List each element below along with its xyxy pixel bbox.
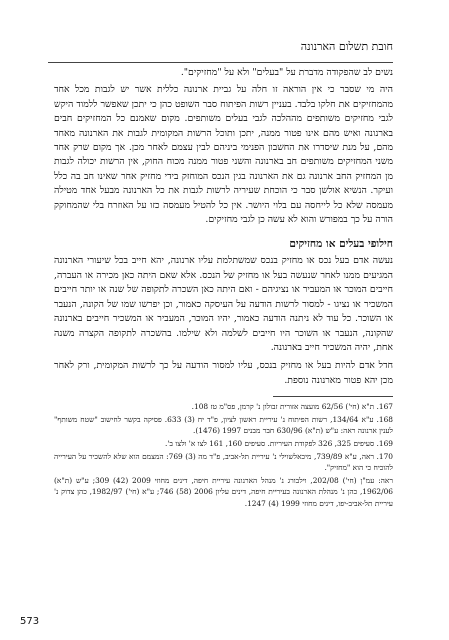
footnote-divider bbox=[273, 396, 393, 397]
footnote-167: 167. ת"א (חי') 62/56 מועצה אזורית זבולון נ' קרמן, פס"מ טז 108. bbox=[191, 402, 393, 412]
footnote-169: 169. סעיפים 325, 326 לפקודת העיריות. סעיפים 160, 161 לצו א' ולצו ב'. bbox=[165, 438, 393, 448]
section-heading: חילופי בעלים או מחזיקים bbox=[289, 238, 393, 251]
footnote-170: 170. ראה, ע"א 739/89, מיכאלשוילי נ' עיריית תל-אביב, פ"ד מה (3) 769: המצמם הוא שלא להשכיר על העירייה להוכיח כי הוא "מחזיק". bbox=[54, 451, 394, 473]
page-number: 573 bbox=[20, 616, 40, 627]
paragraph-1: נשים לב שהפקודה מדברת על "בעלים" ולא על "מחזיקים". bbox=[180, 67, 393, 78]
main-content bbox=[54, 66, 393, 510]
paragraph-2: היה מי שסבר כי אין הוראה זו חלה על גביית ארנונה כללית אשר יש לגבות מכל אחד מהמחזיקים את חלקו בלבד. בעניין רשות הפיתוח סבר השופט כהן כי יתכן שאפשר ללמוד היקש לגבי מחזיקים משותפים מההלכה לגבי בעלים משותפים. מקום שאמנם כל המחזיקים חבים בארנונה ואיש מהם אינו פטור ממנה, יתכן ותוכל הרשות המקומית לגבות את הארנונה מאחד מהם, על מנת שיסדרו את החשבון הפנימי ביניהם לבין עצמם לאחר מכן. אך מקום שרק אחד משני המחזיקים משותפים חב בארנונה והשני פטור ממנה מכוח החוק, אין הרשות יכולה לגבות מן המחזיק החב ארנונה גם את הארנונה בגין הנכס המוחזק בידי מחזיק אחר שאינו חב בה כלל ועיקר. הנשיא אולשן סבר כי הוכחת שעיריה לרשות לגבות את כל הארנונה מבעל אחד מטילה מעמסה שלא כל לייחסה עם בלוי היושר. אין כל להטיל מעמסה כזו על האוזרח בלי שהמחוקק הורה על כך במפורש והוא לא עשה כן לגבי מחזיקים. bbox=[54, 84, 393, 226]
paragraph-4: חדל אדם להיות בעל או מחזיק בנכס, עליו למסור הודעה על כך לרשות המקומית, ורק לאחר מכן יהא פטור מארנונה נוספת. bbox=[54, 360, 393, 386]
running-header-title: חובת תשלום הארנונה bbox=[300, 40, 393, 53]
footnote-171: ראה: עמ"ן (חי') 202/08, וילבורג נ' מנהל הארנונה עיריית חיפה, דינים מחוזי 2009 (42) 309; ע"ש (ת"א) 1962/06, כהן נ' מנהלת הארנונה בעיריית חיפה, דינים עליון 2006 (58) 746; ע"א (חי') 1982/97, כהן צדוק נ' עיריית תל-אביב-יפו, דינים מחוזי 1999 (4) 1247. bbox=[54, 475, 393, 508]
footnote-168: 168. ע"א 134/64, רשות הפיתוח נ' עיריית ראשון לציון, פ"ד יח (3) 633. פסיקה בקשר לחישוב "שטח משותף" לענין ארנונה ראה: ע"ש (ת"א) 630/96 חבר מבנים 1997 (1476). bbox=[54, 414, 393, 436]
paragraph-3: נעשה אדם בעל נכס או מחזיק בנכס שמשתלמת עליו ארנונה, יהא חייב בכל שיעורי הארנונה המגיעים ממנו לאחר שנעשה בעל או מחזיק של הנכס. אלא שאם היתה כאן מכירה או העברה, חייבים המוכר או המעביר או נציגיהם - ואם היתה כאן השכרה לתקופה של שנה או יותר חייבים המשכיר או נציגו - למסור לרשות הודעה על העיסקה כאמור, וכן יפרשו שמו של הקונה, הנעבר או השוכר. כל עוד לא ניתנה הודעה כאמור, יהיו המוכר, המעביר או המשכיר חייבים בארנונה שהקונה, הנעבר או השוכר היו חייבים לשלמה ולא שילמו. בהשכרה לתקופה הקצרה משנה אחת, יהיה המשכיר חייב בארנונה. bbox=[54, 255, 393, 353]
footnotes bbox=[54, 401, 393, 509]
running-header bbox=[48, 40, 393, 63]
